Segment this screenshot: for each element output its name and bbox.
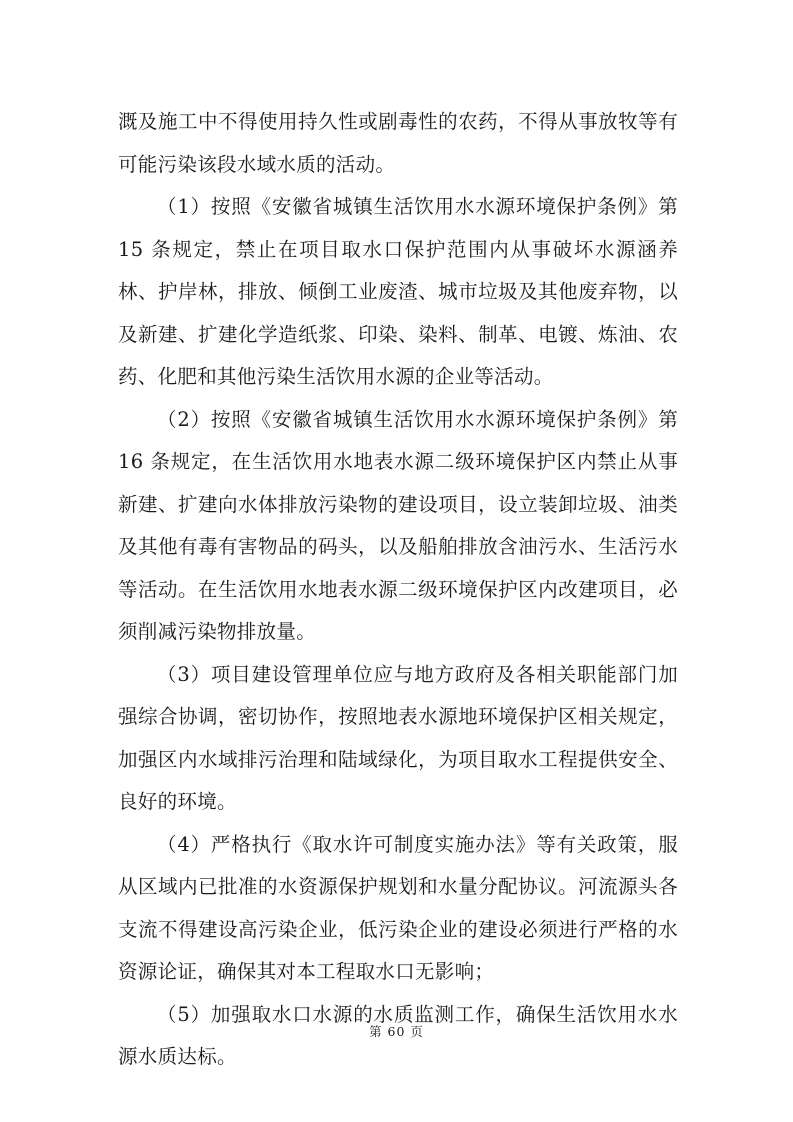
page-number: 第 60 页: [369, 1024, 424, 1039]
paragraph-item-4: （4）严格执行《取水许可制度实施办法》等有关政策，服从区域内已批准的水资源保护规划和水量分配协议。河流源头各支流不得建设高污染企业，低污染企业的建设必须进行严格的水资源论证，确保其对本工程取水口无影响；: [118, 832, 678, 983]
paragraph-item-3: （3）项目建设管理单位应与地方政府及各相关职能部门加强综合协调，密切协作，按照地表水源地环境保护区相关规定，加强区内水域排污治理和陆域绿化，为项目取水工程提供安全、良好的环境。: [118, 662, 678, 813]
paragraph-item-2: （2）按照《安徽省城镇生活饮用水水源环境保护条例》第 16 条规定，在生活饮用水地表水源二级环境保护区内禁止从事新建、扩建向水体排放污染物的建设项目，设立装卸垃圾、油类及其他有毒有害物品的码头，以及船舶排放含油污水、生活污水等活动。在生活饮用水地表水源二级环境保护区内改建项目，必须削减污染物排放量。: [118, 407, 678, 643]
paragraph-item-5: （5）加强取水口水源的水质监测工作，确保生活饮用水水源水质达标。: [118, 1002, 678, 1068]
document-body: [118, 101, 678, 1079]
paragraph-continuation: 溉及施工中不得使用持久性或剧毒性的农药，不得从事放牧等有可能污染该段水域水质的活动。: [118, 110, 678, 176]
paragraph-item-1: （1）按照《安徽省城镇生活饮用水水源环境保护条例》第 15 条规定，禁止在项目取水口保护范围内从事破坏水源涵养林、护岸林，排放、倾倒工业废渣、城市垃圾及其他废弃物，以及新建、扩建化学造纸浆、印染、染料、制革、电镀、炼油、农药、化肥和其他污染生活饮用水源的企业等活动。: [118, 195, 678, 388]
